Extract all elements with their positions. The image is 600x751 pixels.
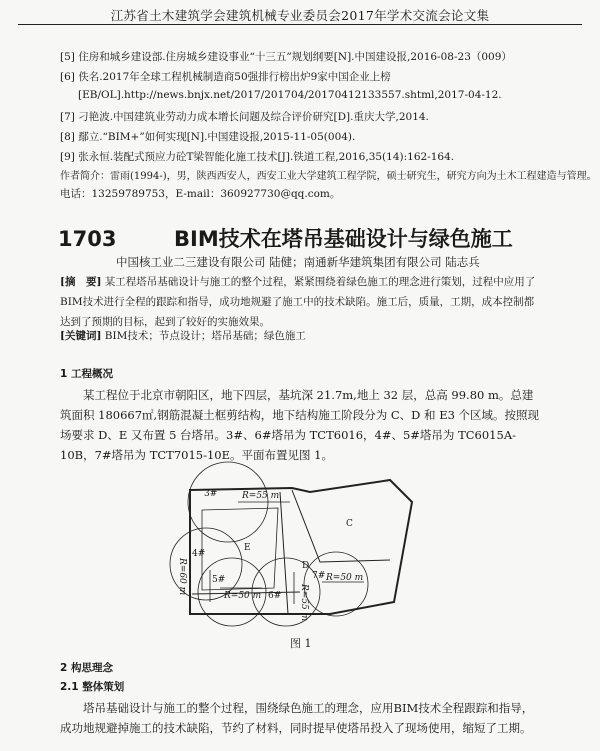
crane-5-radius-label: R=50 m [224, 591, 262, 601]
crane-6-label: 6# [268, 591, 282, 601]
section-1-heading: 1 工程概况 [60, 368, 113, 380]
reference-7: [7] 刁艳波.中国建筑业劳动力成本增长问题及综合评价研究[D].重庆大学,2014. [60, 111, 429, 123]
running-header: 江苏省土木建筑学会建筑机械专业委员会2017年学术交流会论文集 [110, 8, 490, 23]
article-title [58, 223, 513, 253]
section-2-1-text: 塔吊基础设计与施工的整个过程，围绕绿色施工的理念，应用BIM技术全程跟踪和指导，成功地规避掉施工的技术缺陷，节约了材料，同时提早使塔吊投入了现场使用，缩短了工期。 [60, 701, 534, 735]
article-authors: 中国核工业二三建设有限公司 陆健；南通新华建筑集团有限公司 陆志兵 [116, 255, 480, 269]
author-contact: 电话：13259789753，E-mail：360927730@qq.com。 [60, 188, 341, 200]
abstract-text: 某工程塔吊基础设计与施工的整个过程，紧紧围绕着绿色施工的理念进行策划，过程中应用了BIM技术进行全程的跟踪和指导，成功地规避了施工中的技术缺陷。施工后，质量，工期，成本控制都达到了预期的目标，起到了较好的实施效果。 [60, 276, 536, 328]
crane-7-label: 7# [312, 571, 326, 581]
reference-6-url: [EB/OL].http://news.bnjx.net/2017/201704/20170412133557.shtml,2017-04-12. [78, 89, 502, 101]
header-rule [18, 24, 582, 25]
reference-8: [8] 鄢立.“BIM+”如何实现[N].中国建设报,2015-11-05(004). [60, 131, 356, 143]
keywords-text: BIM技术；节点设计；塔吊基础；绿色施工 [104, 330, 306, 342]
crane-7-radius-label: R=50 m [326, 573, 364, 583]
zone-d-label: D [302, 561, 310, 571]
reference-5: [5] 住房和城乡建设部.住房城乡建设事业“十三五”规划纲要[N].中国建设报,2016-08-23（009） [60, 51, 512, 63]
crane-4-label: 4# [192, 549, 206, 559]
zone-c-label: C [346, 519, 353, 529]
reference-6: [6] 佚名.2017年全球工程机械制造商50强排行榜出炉9家中国企业上榜 [60, 71, 391, 83]
zone-e-label: E [244, 543, 251, 553]
crane-4-radius-label: R=60 m [177, 558, 187, 596]
crane-3-label: 3# [204, 489, 218, 499]
section-2-1-heading: 2.1 整体策划 [60, 681, 125, 693]
keywords [60, 328, 306, 343]
reference-9: [9] 张永恒.装配式预应力砼T梁智能化施工技术[J].铁道工程,2016,35(14):162-164. [60, 151, 455, 163]
crane-5-label: 5# [212, 575, 226, 585]
section-1-text: 某工程位于北京市朝阳区，地下四层，基坑深 21.7m,地上 32 层，总高 99.80 m。总建筑面积 180667㎡,钢筋混凝土框剪结构，地下结构施工阶段分为 C、D 和 E3 个区域。按照现场要求 D、E 又布置 5 台塔吊。3#、6#塔吊为 TCT6016，4#、5#塔吊为 TC6015A-10B，7#塔吊为 TCT7015-10E。平面布置见图 1。 [60, 388, 540, 462]
abstract-label: [摘 要] [60, 276, 102, 288]
figure-caption: 图 1 [290, 637, 312, 650]
article-number: 1703 [58, 227, 117, 251]
author-note: 作者简介：雷雨(1994-)，男，陕西西安人，西安工业大学建筑工程学院，硕士研究生，研究方向为土木工程建造与管理。 [60, 171, 597, 182]
crane-layout-figure [150, 452, 450, 634]
article-title-text: BIM技术在塔吊基础设计与绿色施工 [174, 227, 513, 251]
crane-3-radius-label: R=55 m [242, 491, 280, 501]
section-2-heading: 2 构思理念 [60, 662, 113, 674]
abstract [60, 272, 542, 332]
keywords-label: [关键词] [60, 330, 102, 342]
zone-divider-c [292, 490, 390, 562]
crane-6-radius-label: R=55 m [299, 584, 309, 622]
